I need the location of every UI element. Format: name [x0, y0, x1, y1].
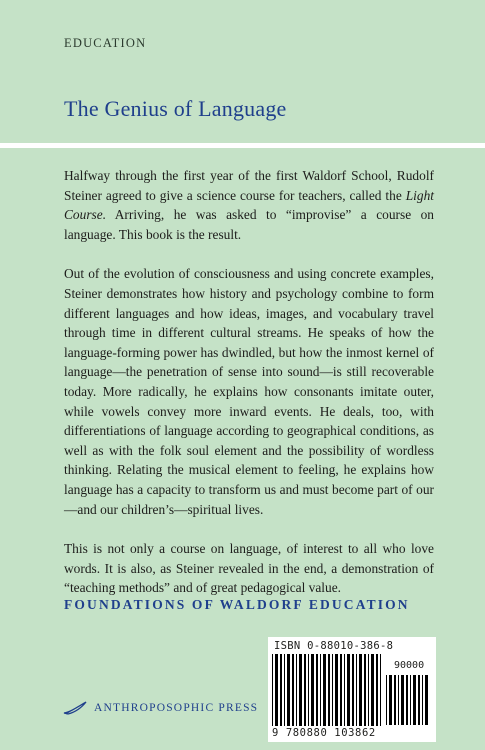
barcode-bar — [376, 654, 378, 726]
barcode-bar — [299, 654, 302, 726]
barcode-bar — [422, 675, 423, 725]
barcode-bar — [280, 654, 282, 726]
barcode-bar — [296, 654, 297, 726]
barcode-bar — [311, 654, 314, 726]
divider-rule — [0, 143, 485, 148]
publisher-name: ANTHROPOSOPHIC PRESS — [94, 702, 259, 714]
barcode-bar — [368, 654, 369, 726]
blurb — [64, 166, 434, 618]
barcode-block — [268, 637, 436, 742]
barcode-bar — [344, 654, 345, 726]
barcode-bar — [406, 675, 408, 725]
barcode-bar — [364, 654, 366, 726]
barcode-bar — [425, 675, 428, 725]
series-name: FOUNDATIONS OF WALDORF EDUCATION — [64, 597, 410, 612]
barcode-bar — [332, 654, 333, 726]
barcode-bar — [356, 654, 357, 726]
barcode-bar — [418, 675, 420, 725]
publisher-logo — [62, 700, 258, 716]
category-label: EDUCATION — [64, 36, 147, 50]
barcode-bar — [320, 654, 321, 726]
barcode-bar — [287, 654, 290, 726]
barcode-bar — [413, 675, 416, 725]
barcode-bar — [410, 675, 411, 725]
ean-barcode — [272, 654, 384, 726]
barcode-bar — [275, 654, 278, 726]
blurb-paragraph-2: Out of the evolution of consciousness and using concrete examples, Steiner demonstrates how history and psychology combine to form different languages and how ideas, images, and vocabulary travel through time in different cultural streams. He speaks of how the language-forming power has dwindled, but how the inmost kernel of language—the penetration of sense into sound—is still recoverable today. More radically, he explains how consonants imitate outer, while vowels convey more inward events. He deals, too, with differentiations of language according to geographical conditions, as well as with the folk soul element and the possibility of wordless thinking. Relating the musical element to feeling, he explains how language has a capacity to transform us and must become part of our—and our children’s—spiritual lives. — [64, 266, 434, 517]
barcode-bar — [371, 654, 374, 726]
barcode-bar — [394, 675, 396, 725]
ean-digits: 9 780880 103862 — [272, 727, 376, 739]
barcode-bar — [389, 675, 392, 725]
barcode-bar — [272, 654, 273, 726]
price-barcode — [386, 675, 430, 725]
barcode-bar — [347, 654, 350, 726]
light-course-title: Light Course. — [64, 187, 434, 223]
barcode-bar — [401, 675, 404, 725]
barcode-bar — [380, 654, 381, 726]
book-title: The Genius of Language — [64, 96, 287, 121]
barcode-bar — [352, 654, 354, 726]
barcode-bar — [335, 654, 338, 726]
barcode-bar — [284, 654, 285, 726]
barcode-bar — [323, 654, 326, 726]
blurb-paragraph-3: This is not only a course on language, of interest to all who love words. It is also, as Steiner revealed in the end, a demonstration of “teaching methods” and of great pedagogical value. — [64, 541, 434, 596]
barcode-bar — [292, 654, 294, 726]
feather-quill-icon — [62, 700, 88, 716]
barcode-bar — [359, 654, 362, 726]
barcode-bar — [398, 675, 399, 725]
barcode-bar — [304, 654, 306, 726]
barcode-bar — [340, 654, 342, 726]
barcode-bar — [386, 675, 387, 725]
barcode-bar — [328, 654, 330, 726]
isbn-number: ISBN 0-88010-386-8 — [274, 640, 394, 652]
barcode-bar — [308, 654, 309, 726]
blurb-paragraph-1: Halfway through the first year of the first Waldorf School, Rudolf Steiner agreed to give a science course for teachers, called the Light Course. Arriving, he was asked to “improvise” a course on language. This book is the result. — [64, 168, 434, 242]
barcode-bar — [316, 654, 318, 726]
price-code: 90000 — [394, 660, 425, 671]
